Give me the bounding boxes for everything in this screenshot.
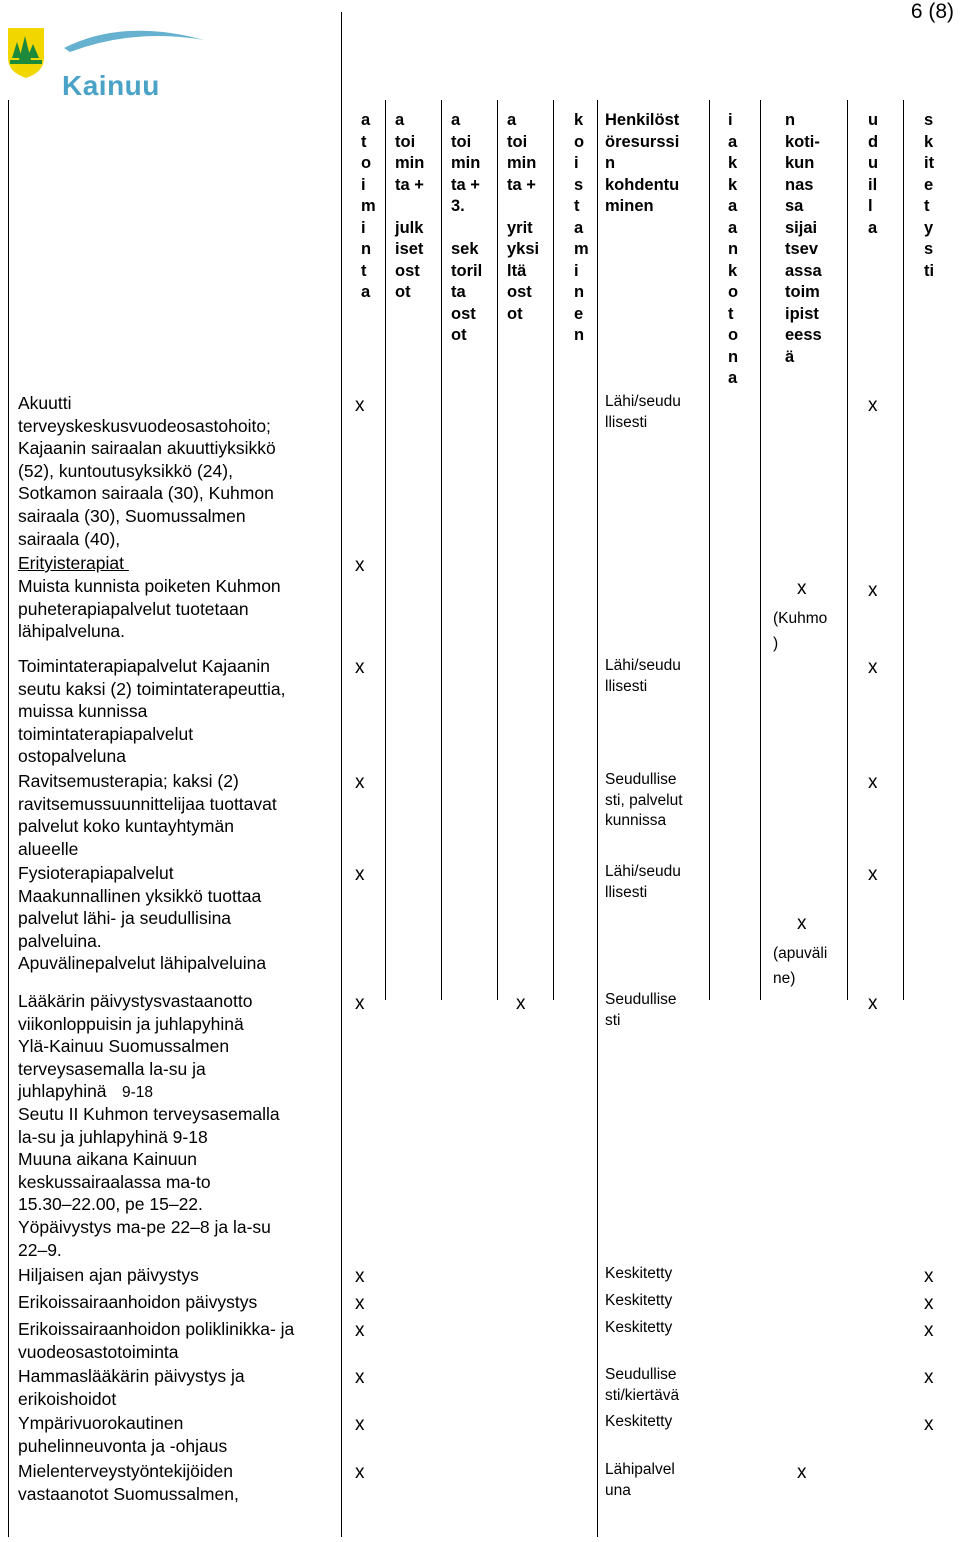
row-delivery: Seudullise sti, palvelut kunnissa <box>605 771 683 830</box>
row-title: Erityisterapiat <box>18 553 129 573</box>
row-mark: x <box>355 1293 365 1314</box>
row-mark: x <box>797 1462 807 1483</box>
row-mark: x <box>355 772 365 793</box>
row-text: Erikoissairaanhoidon poliklinikka- ja vuodeosastotoiminta <box>18 1319 295 1362</box>
row-text: Hiljaisen ajan päivystys <box>18 1265 199 1285</box>
table-border <box>8 100 9 1537</box>
page-number: 6 (8) <box>910 0 954 23</box>
row-mark: x <box>868 657 878 678</box>
row-note: (apuväli ne) <box>773 945 828 987</box>
logo-text: Kainuu <box>62 70 160 101</box>
row-mark: x <box>868 580 878 601</box>
row-text: Muista kunnista poiketen Kuhmon puheterapiapalvelut tuotetaan lähipalveluna. <box>18 576 281 642</box>
header-col-7: i a k k a a n k o t o n a <box>728 111 739 387</box>
row-text: Fysioterapiapalvelut Maakunnallinen yksikkö tuottaa palvelut lähi- ja seudullisina palveluina. Apuvälinepalvelut lähipalveluina <box>18 863 267 974</box>
column-divider <box>760 100 761 1000</box>
row-delivery: Lähi/seudu llisesti <box>605 863 681 901</box>
row-mark: x <box>355 1462 365 1483</box>
row-delivery: Seudullise sti <box>605 991 677 1029</box>
row-mark: x <box>355 395 365 416</box>
row-text: Lääkärin päivystysvastaanotto viikonloppuisin ja juhlapyhinä Ylä-Kainuu Suomussalmen terveysasemalla la-su ja juhlapyhinä <box>18 991 253 1102</box>
column-divider <box>553 100 554 1000</box>
row-text: Seutu II Kuhmon terveysasemalla la-su ja juhlapyhinä 9-18 Muuna aikana Kainuun keskussairaalassa ma-to 15.30–22.00, pe 15–22. Yöpäivystys ma-pe 22–8 ja la-su 22–9. <box>18 1104 280 1260</box>
row-mark: x <box>355 1266 365 1287</box>
column-divider <box>341 12 342 1537</box>
header-col-2: a toi min ta + julk iset ost ot <box>395 111 425 301</box>
row-mark: x <box>355 1414 365 1435</box>
row-text: Hammaslääkärin päivystys ja erikoishoidot <box>18 1366 245 1409</box>
row-delivery: Keskitetty <box>605 1265 673 1282</box>
row-delivery: Keskitetty <box>605 1292 673 1309</box>
header-col-10: s k it e t y s ti <box>924 111 935 280</box>
column-divider <box>709 100 710 1000</box>
column-divider <box>497 100 498 1000</box>
row-mark: x <box>924 1367 934 1388</box>
header-col-3: a toi min ta + 3. sek toril ta ost ot <box>451 111 483 344</box>
row-mark: x <box>355 993 365 1014</box>
column-divider <box>847 100 848 1000</box>
row-text: Erikoissairaanhoidon päivystys <box>18 1292 258 1312</box>
row-mark: x <box>868 864 878 885</box>
row-mark: x <box>868 993 878 1014</box>
row-mark: x <box>924 1414 934 1435</box>
row-text: Mielenterveystyöntekijöiden vastaanotot Suomussalmen, <box>18 1461 239 1504</box>
row-delivery: Lähi/seudu llisesti <box>605 657 681 695</box>
row-mark: x <box>924 1320 934 1341</box>
row-delivery: Seudullise sti/kiertävä <box>605 1366 680 1404</box>
column-divider <box>597 100 598 1537</box>
row-mark: x <box>797 578 807 599</box>
row-mark: x <box>355 657 365 678</box>
header-col-8: n koti- kun nas sa sijai tsev assa toim ipist eess ä <box>785 111 822 366</box>
row-delivery: Keskitetty <box>605 1413 673 1430</box>
header-col-5: k o i s t a m i n e n <box>574 111 589 344</box>
row-time: 9-18 <box>122 1084 154 1101</box>
row-text: Ympärivuorokautinen puhelinneuvonta ja -ohjaus <box>18 1413 228 1456</box>
row-mark: x <box>355 555 365 576</box>
row-mark: x <box>355 1320 365 1341</box>
row-delivery: Keskitetty <box>605 1319 673 1336</box>
row-mark: x <box>924 1266 934 1287</box>
row-text: Ravitsemusterapia; kaksi (2) ravitsemussuunnittelijaa tuottavat palvelut koko kuntayhtymän alueelle <box>18 771 277 859</box>
header-col-9: u d u il l a <box>868 111 879 237</box>
row-mark: x <box>868 395 878 416</box>
row-text: Akuutti terveyskeskusvuodeosastohoito; Kajaanin sairaalan akuuttiyksikkö (52), kuntoutusyksikkö (24), Sotkamon sairaala (30), Kuhmon sairaala (30), Suomussalmen sairaala (40), <box>18 393 276 549</box>
header-col-1: a t o i m i n t a <box>361 111 376 301</box>
row-mark: x <box>355 864 365 885</box>
row-mark: x <box>516 993 526 1014</box>
column-divider <box>903 100 904 1000</box>
row-mark: x <box>868 772 878 793</box>
row-delivery: Lähi/seudu llisesti <box>605 393 681 431</box>
row-text: Toimintaterapiapalvelut Kajaanin seutu kaksi (2) toimintaterapeuttia, muissa kunnissa toimintaterapiapalvelut ostopalveluna <box>18 656 286 767</box>
row-mark: x <box>924 1293 934 1314</box>
column-divider <box>441 100 442 1000</box>
header-col-4: a toi min ta + yrit yksi ltä ost ot <box>507 111 540 323</box>
row-note: (Kuhmo ) <box>773 610 828 652</box>
row-delivery: Lähipalvel una <box>605 1461 675 1499</box>
header-col-6: Henkilöst öresurssi n kohdentu minen <box>605 111 680 215</box>
column-divider <box>385 100 386 1000</box>
row-mark: x <box>797 913 807 934</box>
row-mark: x <box>355 1367 365 1388</box>
kainuu-logo <box>4 22 214 102</box>
